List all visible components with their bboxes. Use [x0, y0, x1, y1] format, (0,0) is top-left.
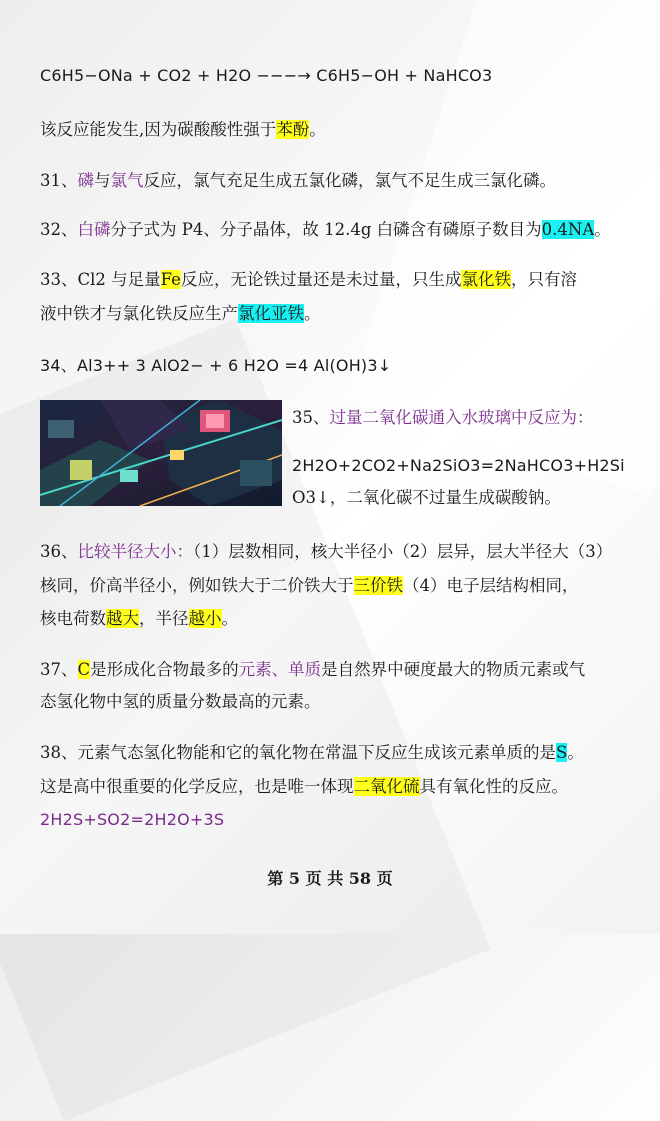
highlight-phenol: 苯酚 — [276, 120, 310, 139]
city-illustration-svg — [40, 400, 282, 506]
item-37-line2: 态氢化物中氢的质量分数最高的元素。 — [40, 692, 321, 711]
item-36-line3: 核电荷数越大，半径越小。 — [40, 609, 238, 628]
item-35-note: O3↓，二氧化碳不过量生成碳酸钠。 — [292, 488, 561, 507]
highlight-0.4NA: 0.4NA — [541, 220, 595, 239]
item-31: 31、磷与氯气反应，氯气充足生成五氯化磷，氯气不足生成三氯化磷。 — [40, 171, 556, 190]
item-33-line1: 33、Cl2 与足量Fe反应，无论铁过量还是未过量，只生成氯化铁，只有溶 — [40, 270, 577, 289]
item-36-line1: 36、比较半径大小：（1）层数相同，核大半径小（2）层异，层大半径大（3） — [40, 542, 613, 561]
page-number-footer: 第 5 页 共 58 页 — [267, 869, 393, 888]
item-38-equation: 2H2S+SO2=2H2O+3S — [40, 810, 225, 829]
equation-phenoxide: C6H5−ONa + CO2 + H2O −−−→ C6H5−OH + NaHCO3 — [40, 66, 493, 85]
city-illustration-image — [40, 400, 282, 506]
item-32: 32、白磷分子式为 P4、分子晶体，故 12.4g 白磷含有磷原子数目为0.4NA。 — [40, 220, 611, 239]
item-33-line2: 液中铁才与氯化铁反应生产氯化亚铁。 — [40, 304, 321, 323]
item-38-line1: 38、元素气态氢化物能和它的氧化物在常温下反应生成该元素单质的是S。 — [40, 743, 584, 762]
item-34: 34、Al3++ 3 AlO2− + 6 H2O =4 Al(OH)3↓ — [40, 356, 392, 375]
item-38-line2: 这是高中很重要的化学反应，也是唯一体现二氧化硫具有氧化性的反应。 — [40, 777, 568, 796]
item-35-title: 35、过量二氧化碳通入水玻璃中反应为： — [292, 408, 594, 427]
item-35-equation: 2H2O+2CO2+Na2SiO3=2NaHCO3+H2Si — [292, 456, 625, 475]
item-36-line2: 核同，价高半径小，例如铁大于二价铁大于三价铁（4）电子层结构相同， — [40, 576, 579, 595]
note-phenol: 该反应能发生,因为碳酸酸性强于苯酚。 — [40, 120, 326, 139]
item-37-line1: 37、C是形成化合物最多的元素、单质是自然界中硬度最大的物质元素或气 — [40, 660, 586, 679]
